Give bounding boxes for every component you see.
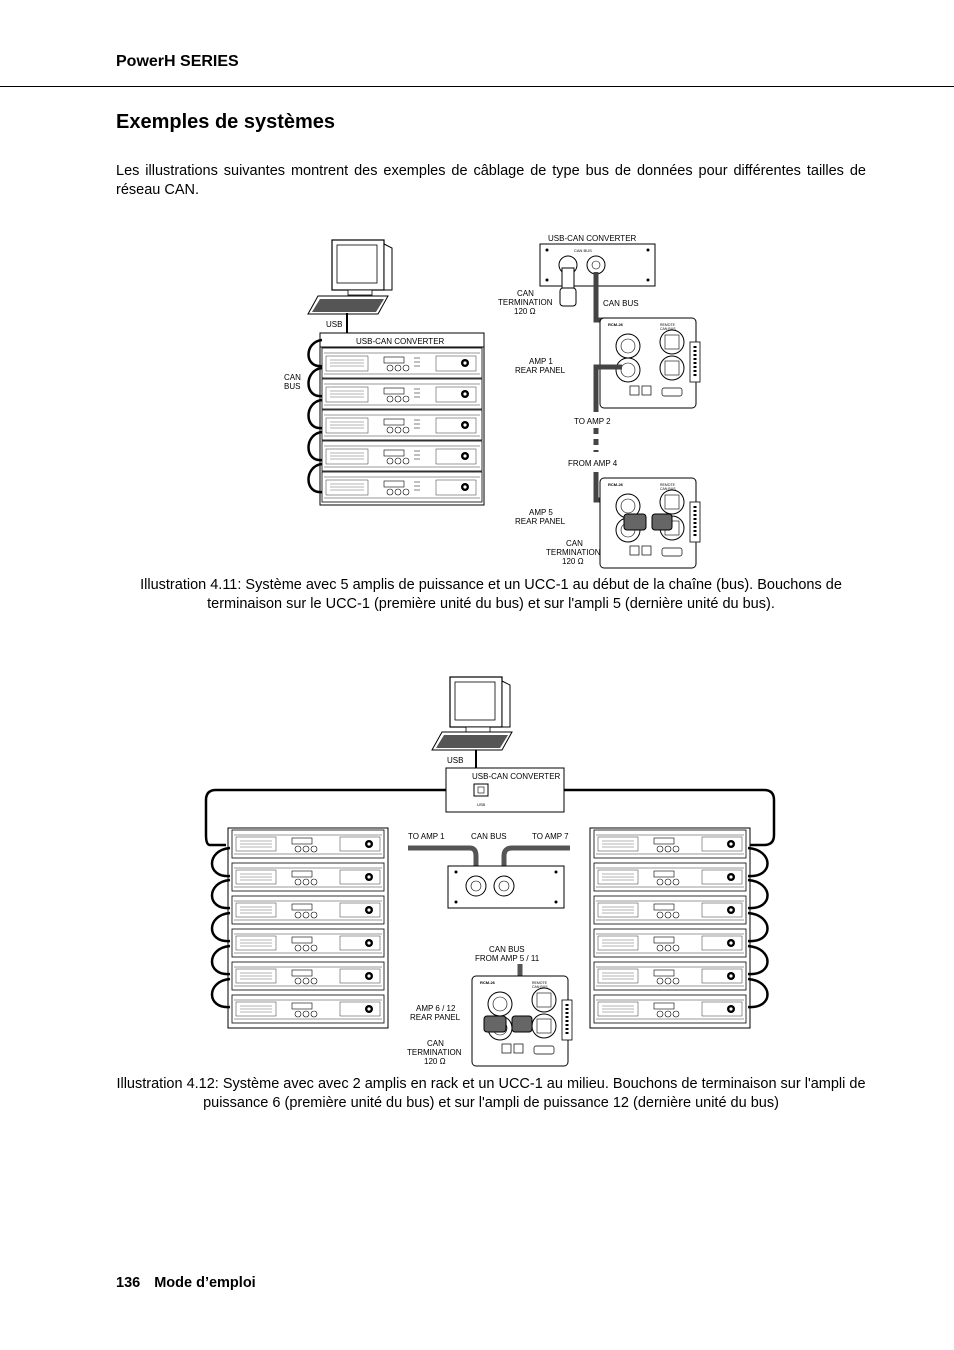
amp6-12-rear-panel (472, 976, 572, 1066)
right-rack-loops (748, 848, 768, 1007)
series-header: PowerH SERIES (116, 53, 239, 70)
can-bus-from-2: FROM AMP 5 / 11 (475, 954, 540, 963)
to-amp2-label: TO AMP 2 (574, 417, 611, 426)
can-termination-2: TERMINATION (498, 298, 553, 307)
can-termination-bottom-2: TERMINATION (546, 548, 601, 557)
amp1-label-2: REAR PANEL (515, 366, 566, 375)
amp6-12-label-2: REAR PANEL (410, 1013, 461, 1022)
converter-rack-label: USB-CAN CONVERTER (356, 337, 445, 346)
amp5-label-1: AMP 5 (529, 508, 553, 517)
computer-icon (432, 677, 512, 750)
figure2-caption: Illustration 4.12: Système avec avec 2 amplis en rack et un UCC-1 au milieu. Bouchons de terminaison sur l'ampli de puissance 6 (première unité du bus) et sur l'ampli de puissance 12 (dernière unité du bus) (116, 1076, 866, 1111)
to-amp1-label: TO AMP 1 (408, 832, 445, 841)
amp6-12-label-1: AMP 6 / 12 (416, 1004, 456, 1013)
can-termination-2-3: 120 Ω (424, 1057, 446, 1066)
can-bus-connector-panel (448, 866, 564, 908)
figure-4-12 (200, 672, 780, 1070)
section-title: Exemples de systèmes (116, 111, 336, 133)
figure-4-11: RCM-26 REMOTE CAN BUS USB USB-CAN CONVERTER CAN BUS CAN BUS USB-CAN CONVERTER CAN TERMINATION 120 Ω CAN BUS AMP 1 REAR PANEL TO AMP 2 FROM AMP 4 AMP 5 REAR PANEL CAN TERMINATION 120 Ω (270, 228, 710, 570)
computer-icon (308, 240, 392, 314)
amp5-rear-panel (600, 478, 700, 568)
amp1-rear-panel (600, 318, 700, 408)
can-bus-from-1: CAN BUS (489, 945, 525, 954)
footer-label: Mode d’emploi (154, 1275, 256, 1291)
can-termination-3: 120 Ω (514, 307, 536, 316)
termination-plug-icon (560, 268, 576, 306)
svg-text:USB: USB (477, 802, 486, 807)
can-termination-2-1: CAN (427, 1039, 444, 1048)
svg-text:CAN BUS: CAN BUS (574, 248, 592, 253)
to-amp7-label: TO AMP 7 (532, 832, 569, 841)
header-rule (0, 86, 954, 87)
from-amp4-label: FROM AMP 4 (568, 459, 618, 468)
can-bus-label-2: CAN BUS (471, 832, 507, 841)
can-bus-left-2: BUS (284, 382, 301, 391)
amp-rack (320, 333, 484, 505)
converter-label-2: USB-CAN CONVERTER (472, 772, 561, 781)
left-amp-rack (228, 828, 388, 1028)
page-number: 136 (116, 1275, 141, 1291)
usb-label-2: USB (447, 756, 464, 765)
left-rack-loops (212, 848, 230, 1007)
can-termination-2-2: TERMINATION (407, 1048, 462, 1057)
right-amp-rack (590, 828, 750, 1028)
can-termination-bottom-3: 120 Ω (562, 557, 584, 566)
page-footer (116, 1275, 256, 1291)
intro-paragraph: Les illustrations suivantes montrent des exemples de câblage de type bus de données pour différentes tailles de réseau CAN. (116, 163, 866, 198)
amp1-label-1: AMP 1 (529, 357, 553, 366)
usb-label: USB (326, 320, 343, 329)
can-bus-left-1: CAN (284, 373, 301, 382)
converter-top-label: USB-CAN CONVERTER (548, 234, 637, 243)
can-termination-bottom-1: CAN (566, 539, 583, 548)
amp5-label-2: REAR PANEL (515, 517, 566, 526)
can-termination-1: CAN (517, 289, 534, 298)
figure1-caption: Illustration 4.11: Système avec 5 amplis de puissance et un UCC-1 au début de la chaîne (bus). Bouchons de terminaison sur le UCC-1 (première unité du bus) et sur l'ampli 5 (dernière unité du bus). (140, 577, 842, 612)
can-bus-label: CAN BUS (603, 299, 639, 308)
